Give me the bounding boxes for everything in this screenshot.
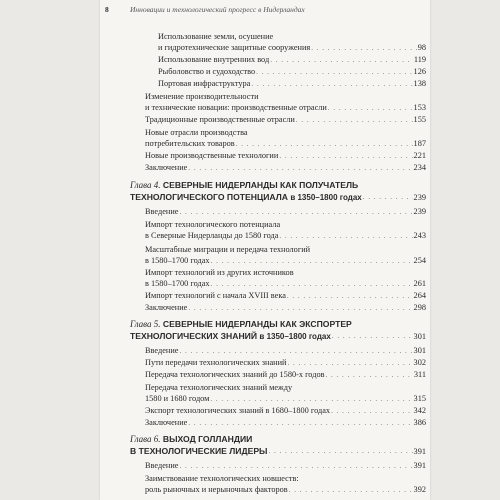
toc-entry: Передача технологических знаний до 1580-х годов . . . 311 — [145, 368, 426, 380]
toc-entry: Введение . . . 239 — [145, 205, 426, 217]
chapter-4-heading-line2: ТЕХНОЛОГИЧЕСКОГО ПОТЕНЦИАЛА в 1350–1800 годах . . . 239 — [130, 191, 426, 203]
toc-entry: Традиционные производственные отрасли . . . 155 — [145, 113, 426, 125]
toc-entry: Импорт технологий из других источников — [145, 268, 294, 277]
toc-entry: потребительских товаров . . . 187 — [145, 137, 426, 149]
toc-entry: Введение . . . 301 — [145, 344, 426, 356]
chapter-6-heading: Глава 6. ВЫХОД ГОЛЛАНДИИ — [130, 434, 253, 444]
toc-entry: Экспорт технологических знаний в 1680–1800 годах . . . 342 — [145, 404, 426, 416]
chapter-6-heading-line2: В ТЕХНОЛОГИЧЕСКИЕ ЛИДЕРЫ . . . 391 — [130, 445, 426, 457]
toc-entry: в Северные Нидерланды до 1580 года . . . 243 — [145, 229, 426, 241]
toc-entry: Введение . . . 391 — [145, 459, 426, 471]
toc-entry: Новые производственные технологии . . . 221 — [145, 149, 426, 161]
running-title: Инновации и технологический прогресс в Нидерландах — [130, 5, 305, 14]
chapter-5-heading: Глава 5. СЕВЕРНЫЕ НИДЕРЛАНДЫ КАК ЭКСПОРТЕР — [130, 319, 352, 329]
toc-entry: Импорт технологического потенциала — [145, 220, 281, 229]
toc-entry: Новые отрасли производства — [145, 128, 248, 137]
toc-entry: Использование внутренних вод . . . 119 — [158, 53, 426, 65]
toc-entry: Заключение . . . 298 — [145, 301, 426, 313]
chapter-4-heading: Глава 4. СЕВЕРНЫЕ НИДЕРЛАНДЫ КАК ПОЛУЧАТЕЛЬ — [130, 180, 359, 190]
page-number: 8 — [105, 5, 109, 14]
toc-entry: Передача технологических знаний между — [145, 383, 293, 392]
toc-entry: Масштабные миграции и передача технологий — [145, 245, 311, 254]
toc-entry: Использование земли, осушение — [158, 32, 274, 41]
toc-entry: в 1580–1700 годах . . . 261 — [145, 277, 426, 289]
toc-entry: и гидротехнические защитные сооружения . . . 98 — [158, 41, 426, 53]
toc-entry: 1580 и 1680 годом . . . 315 — [145, 392, 426, 404]
toc-entry: Заключение . . . 386 — [145, 416, 426, 428]
toc-entry: Пути передачи технологических знаний . . . 302 — [145, 356, 426, 368]
chapter-5-heading-line2: ТЕХНОЛОГИЧЕСКИХ ЗНАНИЙ в 1350–1800 годах . . . 301 — [130, 330, 426, 342]
book-page — [100, 0, 430, 500]
toc-entry: Портовая инфраструктура . . . 138 — [158, 77, 426, 89]
toc-entry: Изменение производительности — [145, 92, 259, 101]
running-header — [100, 5, 430, 17]
toc-entry: Импорт технологий с начала XVIII века . . . 264 — [145, 289, 426, 301]
toc-entry: и технические новации: производственные отрасли . . . 153 — [145, 101, 426, 113]
toc-entry: в 1580–1700 годах . . . 254 — [145, 254, 426, 266]
toc-entry: роль рыночных и нерыночных факторов . . . 392 — [145, 483, 426, 495]
toc-entry: Заключение . . . 234 — [145, 161, 426, 173]
toc-entry: Заимствование технологических новшеств: — [145, 474, 299, 483]
toc-entry: Рыболовство и судоходство . . . 126 — [158, 65, 426, 77]
